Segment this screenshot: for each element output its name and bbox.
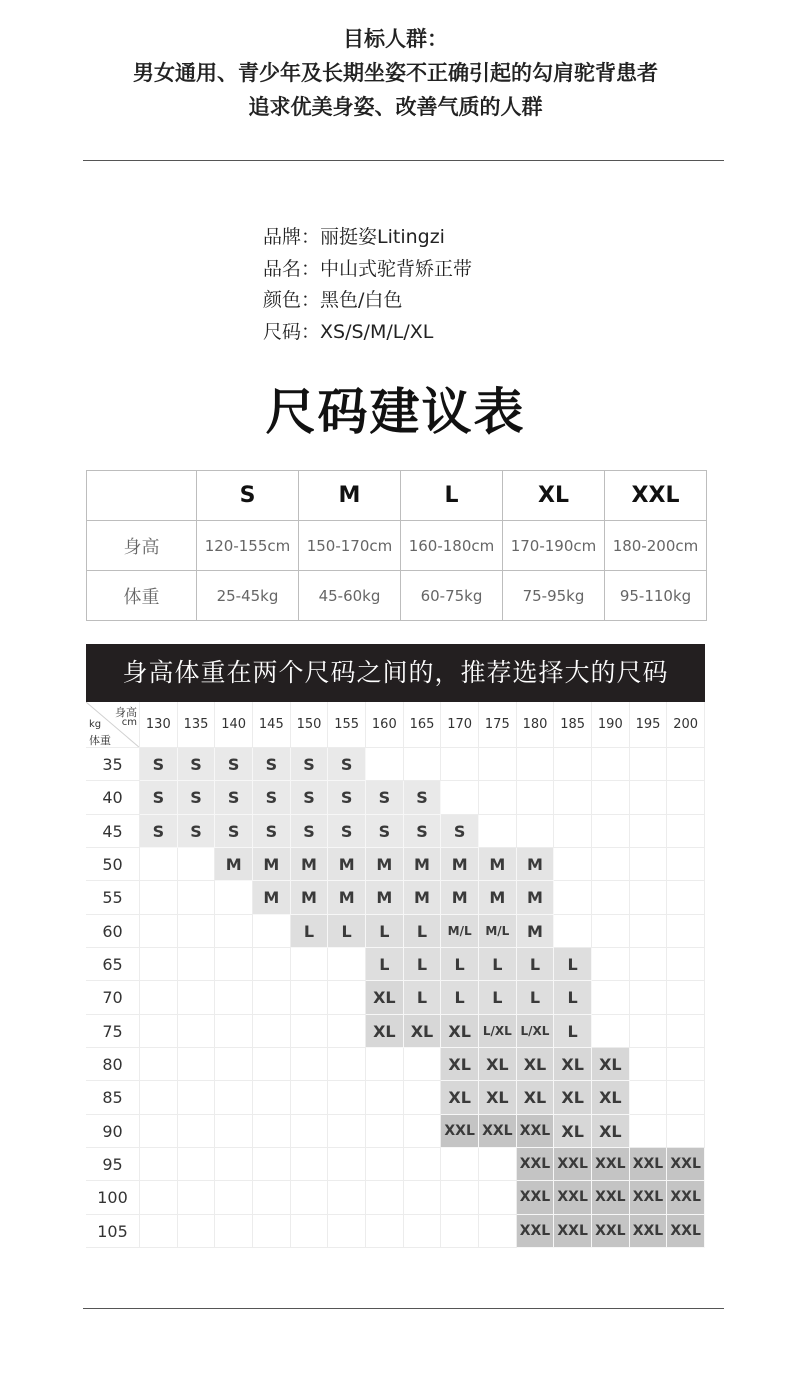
corner-height-label: 身高: [115, 706, 137, 719]
size-cell: [667, 815, 705, 848]
size-cell: [253, 948, 291, 981]
size-cell: S: [328, 815, 366, 848]
size-cell: L: [291, 915, 329, 948]
grid-corner: [86, 702, 140, 748]
size-cell: S: [140, 815, 178, 848]
size-cell: [178, 1081, 216, 1114]
size-cell: S: [215, 748, 253, 781]
size-cell: XL: [592, 1081, 630, 1114]
size-cell: L: [328, 915, 366, 948]
size-cell: XXL: [630, 1181, 668, 1214]
size-cell: M: [441, 848, 479, 881]
size-cell: XL: [441, 1048, 479, 1081]
size-cell: [140, 1215, 178, 1248]
size-cell: [215, 1215, 253, 1248]
recommendation-banner: 身高体重在两个尺码之间的，推荐选择大的尺码: [86, 644, 705, 702]
size-cell: M: [479, 881, 517, 914]
size-cell: [667, 881, 705, 914]
size-cell: S: [253, 815, 291, 848]
size-cell: S: [328, 748, 366, 781]
size-cell: [404, 1181, 442, 1214]
size-cell: [592, 915, 630, 948]
size-cell: [592, 948, 630, 981]
size-cell: [178, 881, 216, 914]
size-cell: [291, 1081, 329, 1114]
size-cell: [366, 748, 404, 781]
target-line: 男女通用、青少年及长期坐姿不正确引起的勾肩驼背患者: [133, 61, 658, 85]
size-row: 尺码：XS/S/M/L/XL: [263, 320, 434, 343]
weight-label: 50: [86, 848, 140, 881]
size-header: XXL: [605, 471, 707, 521]
size-cell: [178, 948, 216, 981]
size-cell: [178, 1215, 216, 1248]
size-cell: [667, 1015, 705, 1048]
size-cell: [366, 1081, 404, 1114]
size-cell: [366, 1048, 404, 1081]
brand-row: 品牌：丽挺姿Litingzi: [263, 226, 445, 248]
size-header: XL: [503, 471, 605, 521]
weight-label: 40: [86, 781, 140, 814]
size-cell: [592, 981, 630, 1014]
weight-range: 45-60kg: [299, 571, 401, 621]
size-cell: S: [404, 815, 442, 848]
weight-label: 85: [86, 1081, 140, 1114]
size-cell: [404, 1148, 442, 1181]
size-cell: XXL: [554, 1148, 592, 1181]
height-header: 155: [328, 702, 366, 748]
size-cell: [178, 915, 216, 948]
size-cell: [554, 781, 592, 814]
height-header: 145: [253, 702, 291, 748]
weight-label: 体重: [87, 571, 197, 621]
size-cell: [253, 915, 291, 948]
size-cell: M: [404, 881, 442, 914]
size-cell: [328, 1081, 366, 1114]
height-header: 165: [404, 702, 442, 748]
size-cell: XL: [592, 1048, 630, 1081]
size-cell: XL: [517, 1048, 555, 1081]
size-cell: L: [479, 981, 517, 1014]
height-range: 150-170cm: [299, 521, 401, 571]
size-cell: L/XL: [517, 1015, 555, 1048]
size-cell: [366, 1215, 404, 1248]
size-cell: [592, 1015, 630, 1048]
color-row: 颜色：黑色/白色: [263, 289, 403, 311]
size-cell: [441, 1215, 479, 1248]
size-cell: M: [404, 848, 442, 881]
size-cell: M: [291, 848, 329, 881]
size-cell: [630, 948, 668, 981]
size-cell: [554, 748, 592, 781]
size-cell: XXL: [592, 1215, 630, 1248]
size-cell: [140, 881, 178, 914]
size-cell: [291, 948, 329, 981]
size-cell: [328, 1181, 366, 1214]
size-cell: [178, 1015, 216, 1048]
size-header: L: [401, 471, 503, 521]
weight-label: 70: [86, 981, 140, 1014]
size-cell: L/XL: [479, 1015, 517, 1048]
corner-weight-unit: kg: [89, 719, 102, 730]
weight-label: 45: [86, 815, 140, 848]
size-cell: [140, 1115, 178, 1148]
size-cell: [140, 1148, 178, 1181]
size-cell: [404, 748, 442, 781]
size-cell: [140, 1048, 178, 1081]
size-cell: [667, 948, 705, 981]
size-cell: [441, 1181, 479, 1214]
size-cell: [630, 748, 668, 781]
size-cell: S: [366, 781, 404, 814]
size-cell: [630, 981, 668, 1014]
height-header: 150: [291, 702, 329, 748]
size-cell: [215, 1181, 253, 1214]
size-cell: [253, 1215, 291, 1248]
size-cell: [253, 1048, 291, 1081]
size-cell: [253, 1015, 291, 1048]
product-name-row: 品名：中山式驼背矫正带: [263, 257, 473, 280]
size-cell: XXL: [554, 1181, 592, 1214]
size-cell: [140, 948, 178, 981]
divider: [83, 160, 724, 161]
product-info: [263, 222, 472, 348]
size-cell: S: [215, 815, 253, 848]
weight-label: 100: [86, 1181, 140, 1214]
size-cell: M: [441, 881, 479, 914]
size-cell: [253, 981, 291, 1014]
size-cell: S: [140, 781, 178, 814]
size-cell: M: [328, 881, 366, 914]
size-cell: M: [517, 915, 555, 948]
size-cell: [479, 781, 517, 814]
size-cell: M: [517, 881, 555, 914]
size-cell: [554, 915, 592, 948]
size-cell: S: [366, 815, 404, 848]
weight-label: 75: [86, 1015, 140, 1048]
size-cell: XXL: [479, 1115, 517, 1148]
size-cell: [479, 815, 517, 848]
size-cell: XL: [404, 1015, 442, 1048]
size-cell: XXL: [630, 1148, 668, 1181]
weight-range: 75-95kg: [503, 571, 605, 621]
height-header: 175: [479, 702, 517, 748]
height-range: 120-155cm: [197, 521, 299, 571]
size-cell: [215, 1081, 253, 1114]
height-header: 160: [366, 702, 404, 748]
size-cell: [592, 781, 630, 814]
size-cell: [366, 1115, 404, 1148]
size-cell: [479, 1181, 517, 1214]
size-cell: L: [517, 981, 555, 1014]
size-cell: M: [517, 848, 555, 881]
size-cell: [140, 981, 178, 1014]
size-cell: [667, 1081, 705, 1114]
size-cell: [215, 1048, 253, 1081]
size-cell: [215, 1015, 253, 1048]
size-cell: S: [404, 781, 442, 814]
size-cell: [328, 1115, 366, 1148]
size-cell: [479, 1215, 517, 1248]
size-cell: [215, 981, 253, 1014]
size-cell: [140, 1081, 178, 1114]
size-cell: [592, 748, 630, 781]
size-cell: XXL: [554, 1215, 592, 1248]
target-line: 目标人群：: [343, 27, 448, 51]
size-cell: [140, 1015, 178, 1048]
size-cell: XL: [554, 1115, 592, 1148]
size-cell: [630, 815, 668, 848]
size-cell: XL: [366, 1015, 404, 1048]
size-cell: M: [253, 881, 291, 914]
size-cell: [630, 781, 668, 814]
size-cell: [215, 915, 253, 948]
height-range: 160-180cm: [401, 521, 503, 571]
size-grid: [86, 702, 705, 1248]
size-cell: [215, 1115, 253, 1148]
size-cell: [404, 1081, 442, 1114]
size-cell: [441, 781, 479, 814]
size-cell: S: [253, 748, 291, 781]
size-cell: S: [178, 748, 216, 781]
size-cell: S: [178, 781, 216, 814]
height-label: 身高: [87, 521, 197, 571]
height-header: 180: [517, 702, 555, 748]
size-cell: XL: [479, 1048, 517, 1081]
size-cell: M: [366, 881, 404, 914]
height-header: 190: [592, 702, 630, 748]
size-cell: M: [328, 848, 366, 881]
size-cell: [328, 981, 366, 1014]
size-cell: XXL: [630, 1215, 668, 1248]
size-cell: [178, 1148, 216, 1181]
size-cell: [630, 848, 668, 881]
size-cell: [253, 1115, 291, 1148]
size-cell: S: [328, 781, 366, 814]
size-cell: [404, 1048, 442, 1081]
size-chart-title: 尺码建议表: [265, 383, 526, 441]
size-cell: [328, 1048, 366, 1081]
size-cell: [630, 1115, 668, 1148]
weight-label: 95: [86, 1148, 140, 1181]
size-cell: [404, 1115, 442, 1148]
size-cell: [215, 881, 253, 914]
size-cell: [667, 1048, 705, 1081]
size-cell: XXL: [667, 1181, 705, 1214]
size-cell: XXL: [441, 1115, 479, 1148]
size-cell: M: [479, 848, 517, 881]
size-cell: S: [441, 815, 479, 848]
size-cell: [667, 848, 705, 881]
size-cell: XL: [517, 1081, 555, 1114]
size-cell: [291, 1181, 329, 1214]
size-cell: S: [140, 748, 178, 781]
size-cell: M: [215, 848, 253, 881]
size-cell: XXL: [667, 1148, 705, 1181]
size-cell: [215, 1148, 253, 1181]
size-cell: S: [253, 781, 291, 814]
size-cell: [291, 981, 329, 1014]
size-cell: XXL: [667, 1215, 705, 1248]
size-cell: [253, 1081, 291, 1114]
size-cell: [630, 1081, 668, 1114]
size-cell: [592, 848, 630, 881]
weight-range: 95-110kg: [605, 571, 707, 621]
size-cell: [404, 1215, 442, 1248]
size-cell: XL: [366, 981, 404, 1014]
size-cell: L: [554, 1015, 592, 1048]
size-cell: [630, 915, 668, 948]
size-cell: [253, 1181, 291, 1214]
size-cell: [291, 1148, 329, 1181]
size-cell: [517, 815, 555, 848]
size-cell: [178, 1115, 216, 1148]
size-cell: [178, 981, 216, 1014]
size-cell: XL: [554, 1048, 592, 1081]
size-cell: [366, 1148, 404, 1181]
size-cell: [328, 1215, 366, 1248]
size-cell: [554, 881, 592, 914]
size-cell: [667, 981, 705, 1014]
size-cell: [441, 748, 479, 781]
size-cell: L: [366, 915, 404, 948]
size-cell: S: [291, 748, 329, 781]
size-cell: L: [366, 948, 404, 981]
size-table-corner: [87, 471, 197, 521]
size-cell: XXL: [517, 1215, 555, 1248]
height-range: 180-200cm: [605, 521, 707, 571]
height-header: 185: [554, 702, 592, 748]
size-cell: L: [479, 948, 517, 981]
size-cell: M: [291, 881, 329, 914]
weight-range: 25-45kg: [197, 571, 299, 621]
size-cell: [630, 1015, 668, 1048]
size-cell: XL: [441, 1015, 479, 1048]
divider: [83, 1308, 724, 1309]
height-header: 130: [140, 702, 178, 748]
height-range: 170-190cm: [503, 521, 605, 571]
size-cell: [291, 1115, 329, 1148]
size-cell: [366, 1181, 404, 1214]
size-cell: L: [441, 948, 479, 981]
size-cell: [667, 781, 705, 814]
weight-label: 65: [86, 948, 140, 981]
size-cell: [178, 1181, 216, 1214]
size-cell: [215, 948, 253, 981]
size-cell: [517, 748, 555, 781]
size-cell: XXL: [517, 1181, 555, 1214]
size-cell: XXL: [517, 1148, 555, 1181]
size-cell: XXL: [517, 1115, 555, 1148]
weight-label: 105: [86, 1215, 140, 1248]
size-cell: [253, 1148, 291, 1181]
size-cell: [140, 915, 178, 948]
corner-weight-label: 体重: [89, 734, 111, 747]
size-cell: S: [178, 815, 216, 848]
size-cell: [291, 1215, 329, 1248]
size-cell: XL: [441, 1081, 479, 1114]
height-header: 140: [215, 702, 253, 748]
size-cell: XL: [592, 1115, 630, 1148]
size-cell: [328, 1015, 366, 1048]
size-cell: S: [291, 815, 329, 848]
size-cell: L: [441, 981, 479, 1014]
size-cell: [479, 748, 517, 781]
size-cell: L: [404, 948, 442, 981]
size-cell: [592, 815, 630, 848]
size-cell: M: [366, 848, 404, 881]
height-header: 135: [178, 702, 216, 748]
size-cell: L: [517, 948, 555, 981]
weight-range: 60-75kg: [401, 571, 503, 621]
size-cell: [140, 848, 178, 881]
size-table: [86, 470, 707, 621]
weight-label: 80: [86, 1048, 140, 1081]
target-audience: [0, 22, 791, 124]
size-cell: [178, 848, 216, 881]
size-cell: [291, 1048, 329, 1081]
size-cell: M: [253, 848, 291, 881]
size-cell: [554, 848, 592, 881]
size-cell: [592, 881, 630, 914]
height-header: 200: [667, 702, 705, 748]
size-cell: [554, 815, 592, 848]
size-cell: [328, 1148, 366, 1181]
size-cell: [667, 1115, 705, 1148]
target-line: 追求优美身姿、改善气质的人群: [248, 95, 543, 119]
size-cell: XL: [554, 1081, 592, 1114]
size-cell: [630, 881, 668, 914]
size-cell: [178, 1048, 216, 1081]
size-header: S: [197, 471, 299, 521]
size-cell: [667, 748, 705, 781]
size-cell: L: [404, 981, 442, 1014]
size-cell: [667, 915, 705, 948]
size-cell: XXL: [592, 1181, 630, 1214]
size-cell: L: [554, 948, 592, 981]
size-cell: M/L: [441, 915, 479, 948]
size-cell: XXL: [592, 1148, 630, 1181]
size-cell: XL: [479, 1081, 517, 1114]
height-header: 170: [441, 702, 479, 748]
size-cell: [328, 948, 366, 981]
size-cell: [441, 1148, 479, 1181]
size-cell: L: [404, 915, 442, 948]
size-cell: L: [554, 981, 592, 1014]
size-cell: [479, 1148, 517, 1181]
weight-label: 55: [86, 881, 140, 914]
size-cell: [630, 1048, 668, 1081]
size-cell: M/L: [479, 915, 517, 948]
corner-height-unit: cm: [121, 717, 137, 728]
weight-label: 60: [86, 915, 140, 948]
size-cell: [517, 781, 555, 814]
weight-label: 90: [86, 1115, 140, 1148]
size-cell: [291, 1015, 329, 1048]
size-cell: [140, 1181, 178, 1214]
size-cell: S: [291, 781, 329, 814]
height-header: 195: [630, 702, 668, 748]
size-cell: S: [215, 781, 253, 814]
weight-label: 35: [86, 748, 140, 781]
size-header: M: [299, 471, 401, 521]
